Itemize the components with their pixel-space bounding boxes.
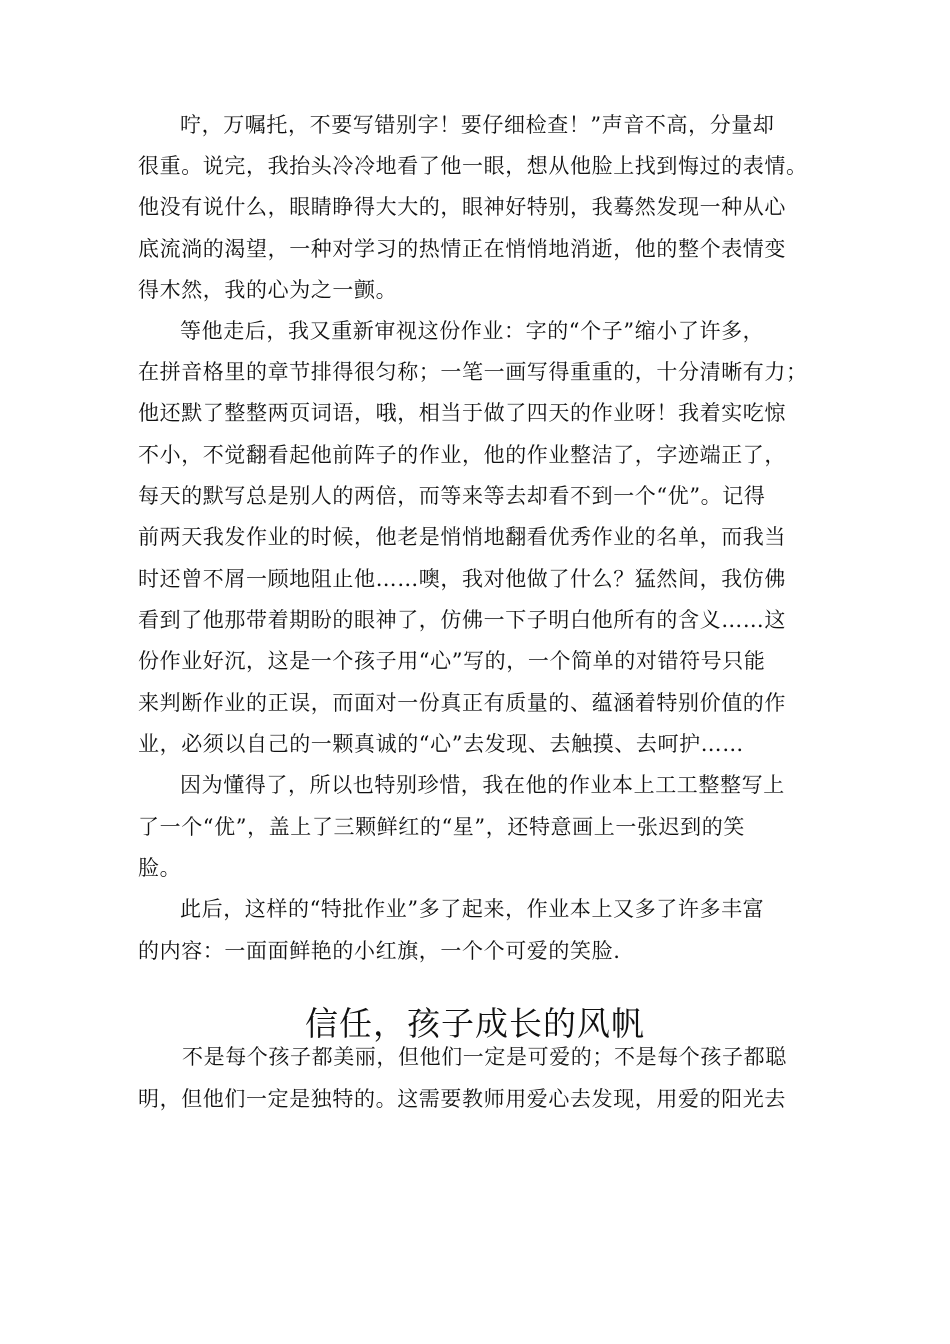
text-line: 了一个“优”，盖上了三颗鲜红的“星”，还特意画上一张迟到的笑 <box>138 815 745 839</box>
text-line: 前两天我发作业的时候，他老是悄悄地翻看优秀作业的名单，而我当 <box>138 525 786 549</box>
text-line: 业，必须以自己的一颗真诚的“心”去发现、去触摸、去呵护…… <box>138 732 744 756</box>
body-text-lower <box>138 0 814 1120</box>
text-line: 等他走后，我又重新审视这份作业：字的“个子”缩小了许多， <box>180 319 765 343</box>
text-line: 的内容：一面面鲜艳的小红旗，一个个可爱的笑脸. <box>138 939 621 963</box>
text-line: 底流淌的渴望，一种对学习的热情正在悄悄地消逝，他的整个表情变 <box>138 237 786 261</box>
text-line: 咛，万嘱托，不要写错别字！要仔细检查！”声音不高，分量却 <box>180 113 775 137</box>
text-line: 看到了他那带着期盼的眼神了，仿佛一下子明白他所有的含义……这 <box>138 608 786 632</box>
text-line: 来判断作业的正误，而面对一份真正有质量的、蕴涵着特别价值的作 <box>138 691 786 715</box>
text-line: 他没有说什么，眼睛睁得大大的，眼神好特别，我蓦然发现一种从心 <box>138 195 786 219</box>
text-line: 脸。 <box>138 856 182 880</box>
text-line: 很重。说完，我抬头冷冷地看了他一眼，想从他脸上找到悔过的表情。 <box>138 154 808 178</box>
text-line: 此后，这样的“特批作业”多了起来，作业本上又多了许多丰富 <box>180 897 765 921</box>
text-line: 时还曾不屑一顾地阻止他……噢，我对他做了什么？猛然间，我仿佛 <box>138 567 786 591</box>
text-line: 不小，不觉翻看起他前阵子的作业，他的作业整洁了，字迹端正了， <box>138 443 786 467</box>
text-line: 在拼音格里的章节排得很匀称；一笔一画写得重重的，十分清晰有力； <box>138 360 808 384</box>
section-heading: 信任，孩子成长的风帆 <box>305 1004 645 1044</box>
text-line: 明，但他们一定是独特的。这需要教师用爱心去发现，用爱的阳光去 <box>138 1087 786 1111</box>
text-line: 份作业好沉，这是一个孩子用“心”写的，一个简单的对错符号只能 <box>138 649 766 673</box>
text-line: 因为懂得了，所以也特别珍惜，我在他的作业本上工工整整写上 <box>180 773 785 797</box>
text-line: 他还默了整整两页词语，哦，相当于做了四天的作业呀！我着实吃惊 <box>138 401 786 425</box>
text-line: 得木然，我的心为之一颤。 <box>138 278 398 302</box>
text-line: 每天的默写总是别人的两倍，而等来等去却看不到一个“优”。记得 <box>138 484 766 508</box>
text-line: 不是每个孩子都美丽，但他们一定是可爱的；不是每个孩子都聪 <box>182 1045 787 1069</box>
